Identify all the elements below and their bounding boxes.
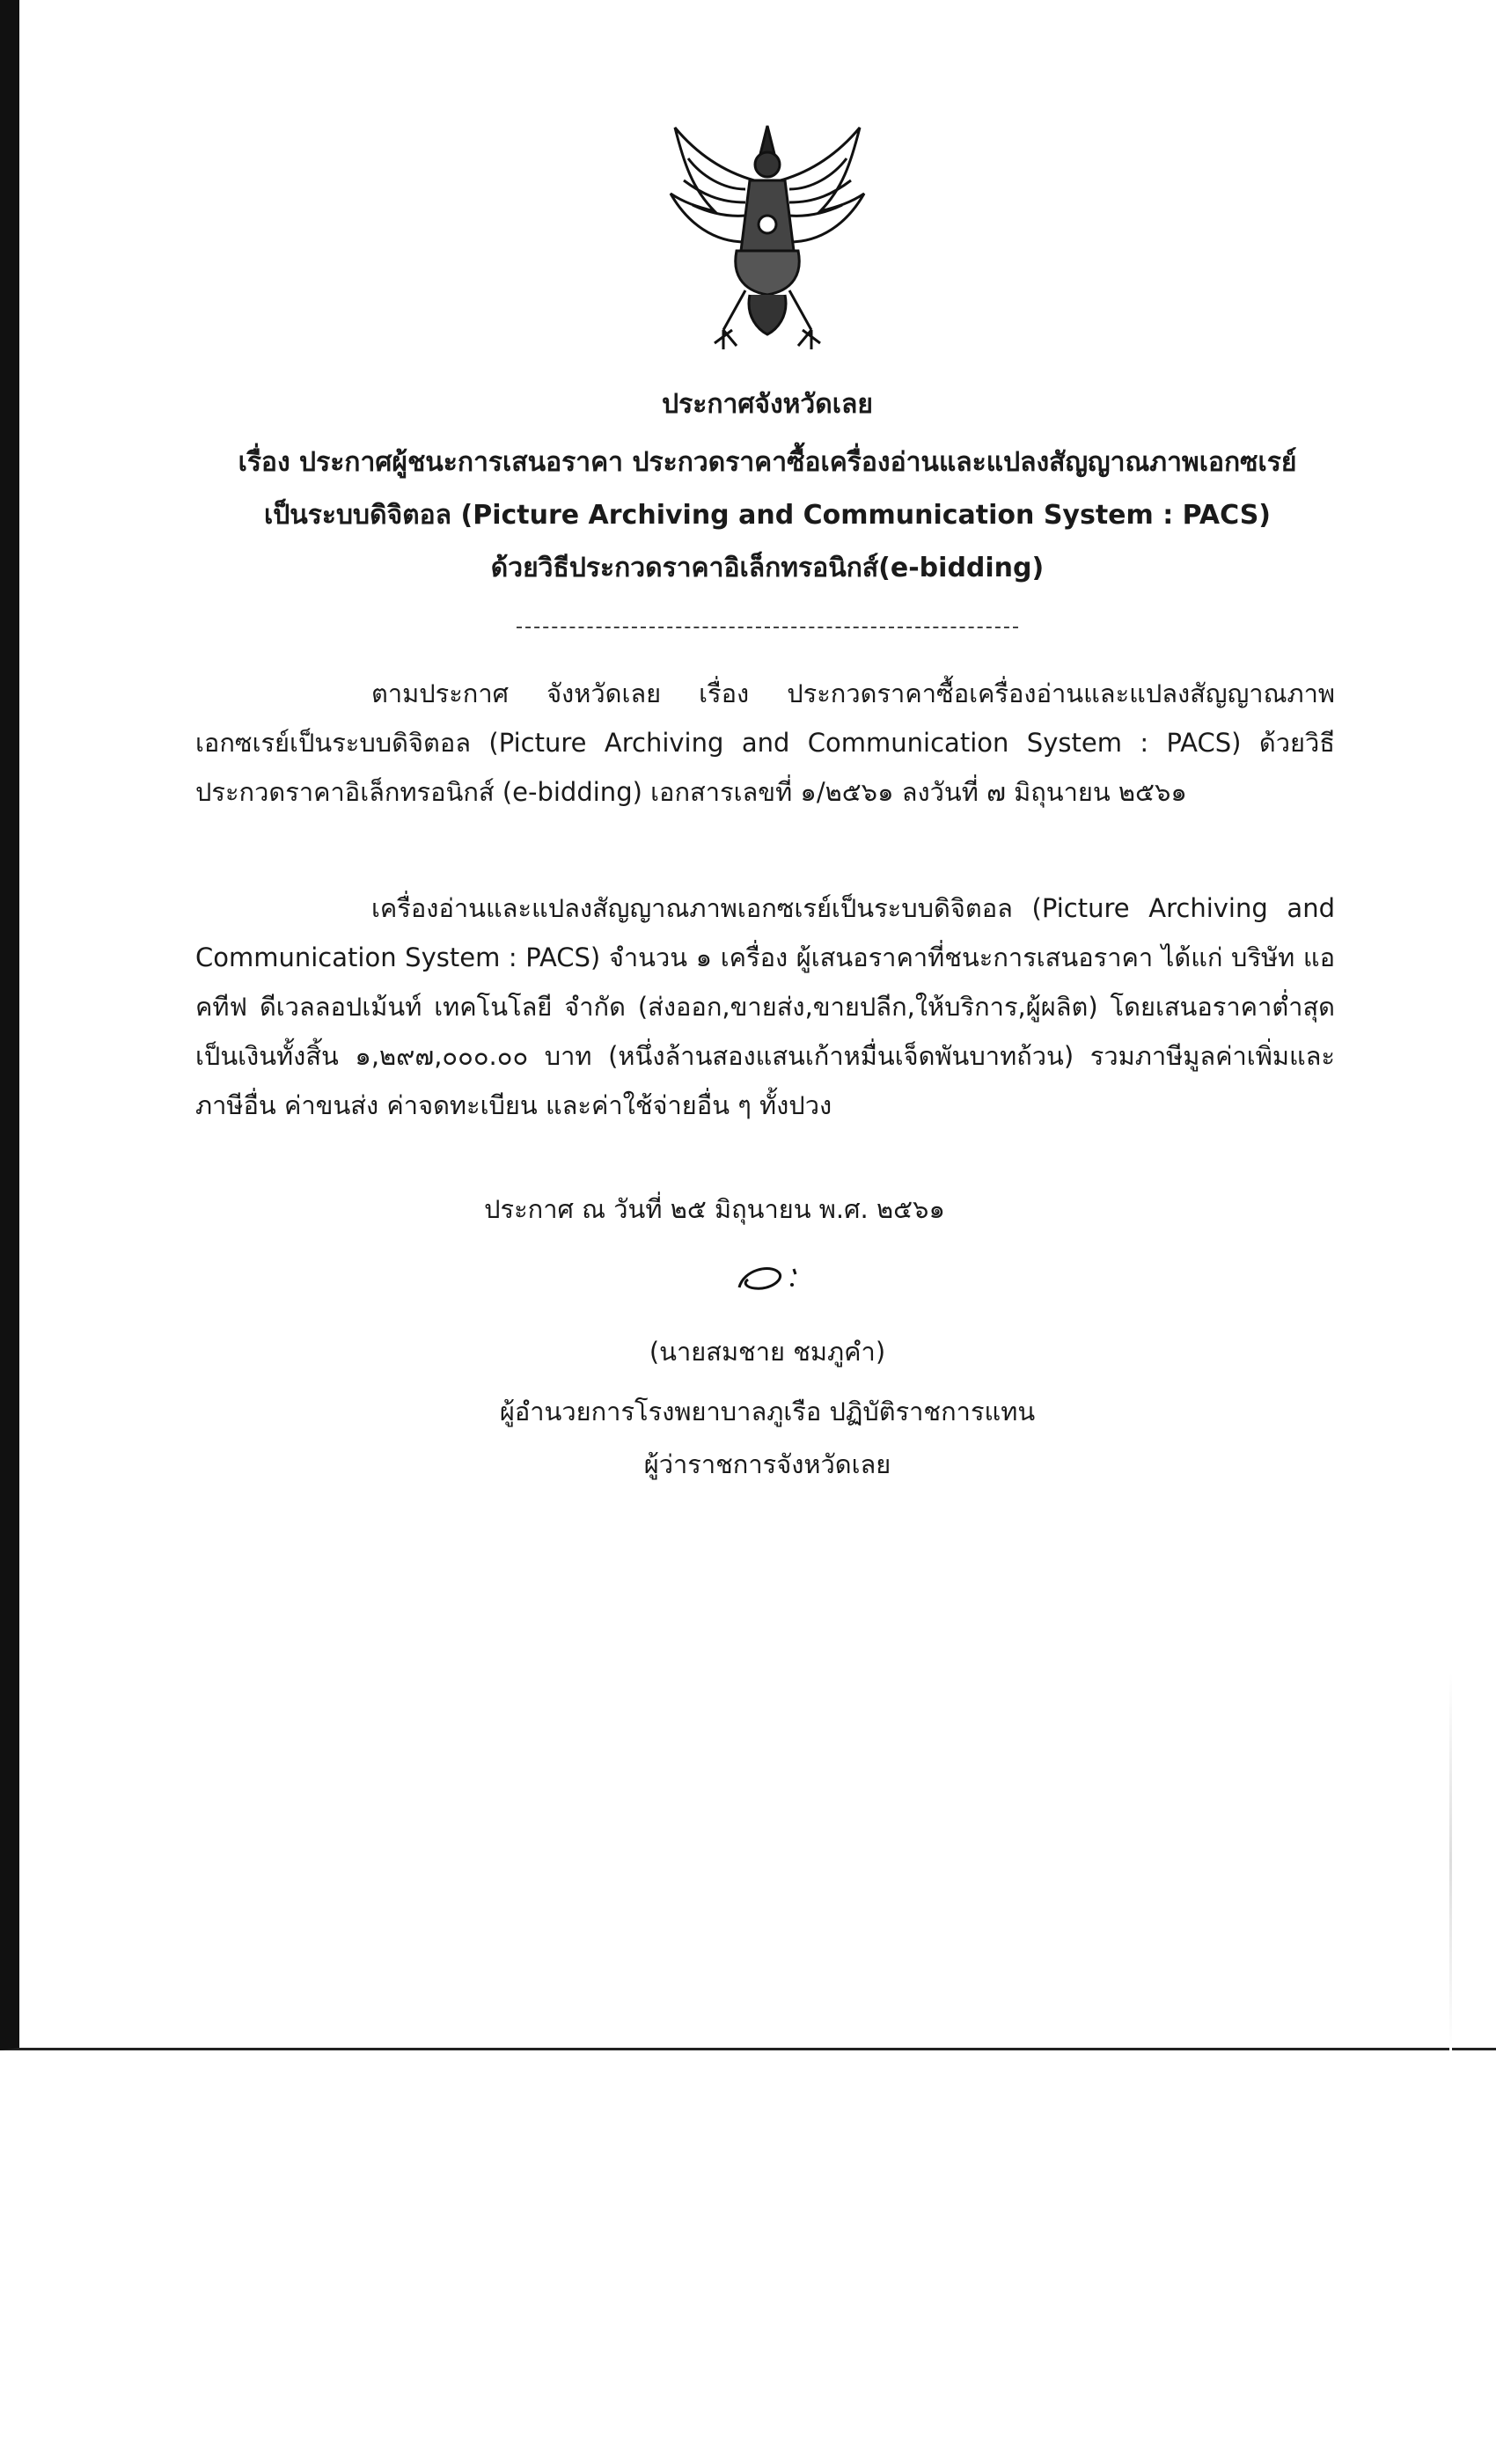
announcement-subject: เรื่อง ประกาศผู้ชนะการเสนอราคา ประกวดราคาซื้อเครื่องอ่านและแปลงสัญญาณภาพเอกซเรย์ [238,447,1297,478]
dashed-separator [517,627,1018,628]
announcement-subject-line3: ด้วยวิธีประกวดราคาอิเล็กทรอนิกส์(e-bidding) [490,553,1045,583]
announce-date: ประกาศ ณ วันที่ ๒๕ มิถุนายน พ.ศ. ๒๕๖๑ [484,1194,945,1224]
signer-name: (นายสมชาย ชมภูคำ) [649,1337,886,1367]
paragraph-winner-text: เครื่องอ่านและแปลงสัญญาณภาพเอกซเรย์เป็นระบบดิจิตอล (Picture Archiving and Communication System : PACS) จำนวน ๑ เครื่อง ผู้เสนอราคาที่ชนะการเสนอราคา ได้แก่ บริษัท แอคทีฟ ดีเวลลอปเม้นท์ เทคโนโลยี จำกัด (ส่งออก,ขายส่ง,ขายปลีก,ให้บริการ,ผู้ผลิต) โดยเสนอราคาต่ำสุด เป็นเงินทั้งสิ้น ๑,๒๙๗,๐๐๐.๐๐ บาท (หนึ่งล้านสองแสนเก้าหมื่นเจ็ดพันบาทถ้วน) รวมภาษีมูลค่าเพิ่มและภาษีอื่น ค่าขนส่ง ค่าจดทะเบียน และค่าใช้จ่ายอื่น ๆ ทั้งปวง [195,893,1335,1120]
announcement-title: ประกาศจังหวัดเลย [662,389,873,420]
scan-edge-shadow [1449,1672,1452,2050]
handwritten-signature-icon [730,1257,810,1301]
signer-title: ผู้ว่าราชการจังหวัดเลย [643,1449,891,1479]
paragraph-winner [195,884,1335,1130]
paragraph-reference [195,669,1335,817]
paragraph-reference-text: ตามประกาศ จังหวัดเลย เรื่อง ประกวดราคาซื้อเครื่องอ่านและแปลงสัญญาณภาพเอกซเรย์เป็นระบบดิจิตอล (Picture Archiving and Communication System : PACS) ด้วยวิธีประกวดราคาอิเล็กทรอนิกส์ (e-bidding) เอกสารเลขที่ ๑/๒๕๖๑ ลงวันที่ ๗ มิถุนายน ๒๕๖๑ [195,678,1335,807]
signer-position: ผู้อำนวยการโรงพยาบาลภูเรือ ปฏิบัติราชการแทน [499,1397,1036,1426]
announcement-subject-line2: เป็นระบบดิจิตอล (Picture Archiving and Communication System : PACS) [263,500,1272,531]
garuda-emblem-icon [662,119,873,356]
